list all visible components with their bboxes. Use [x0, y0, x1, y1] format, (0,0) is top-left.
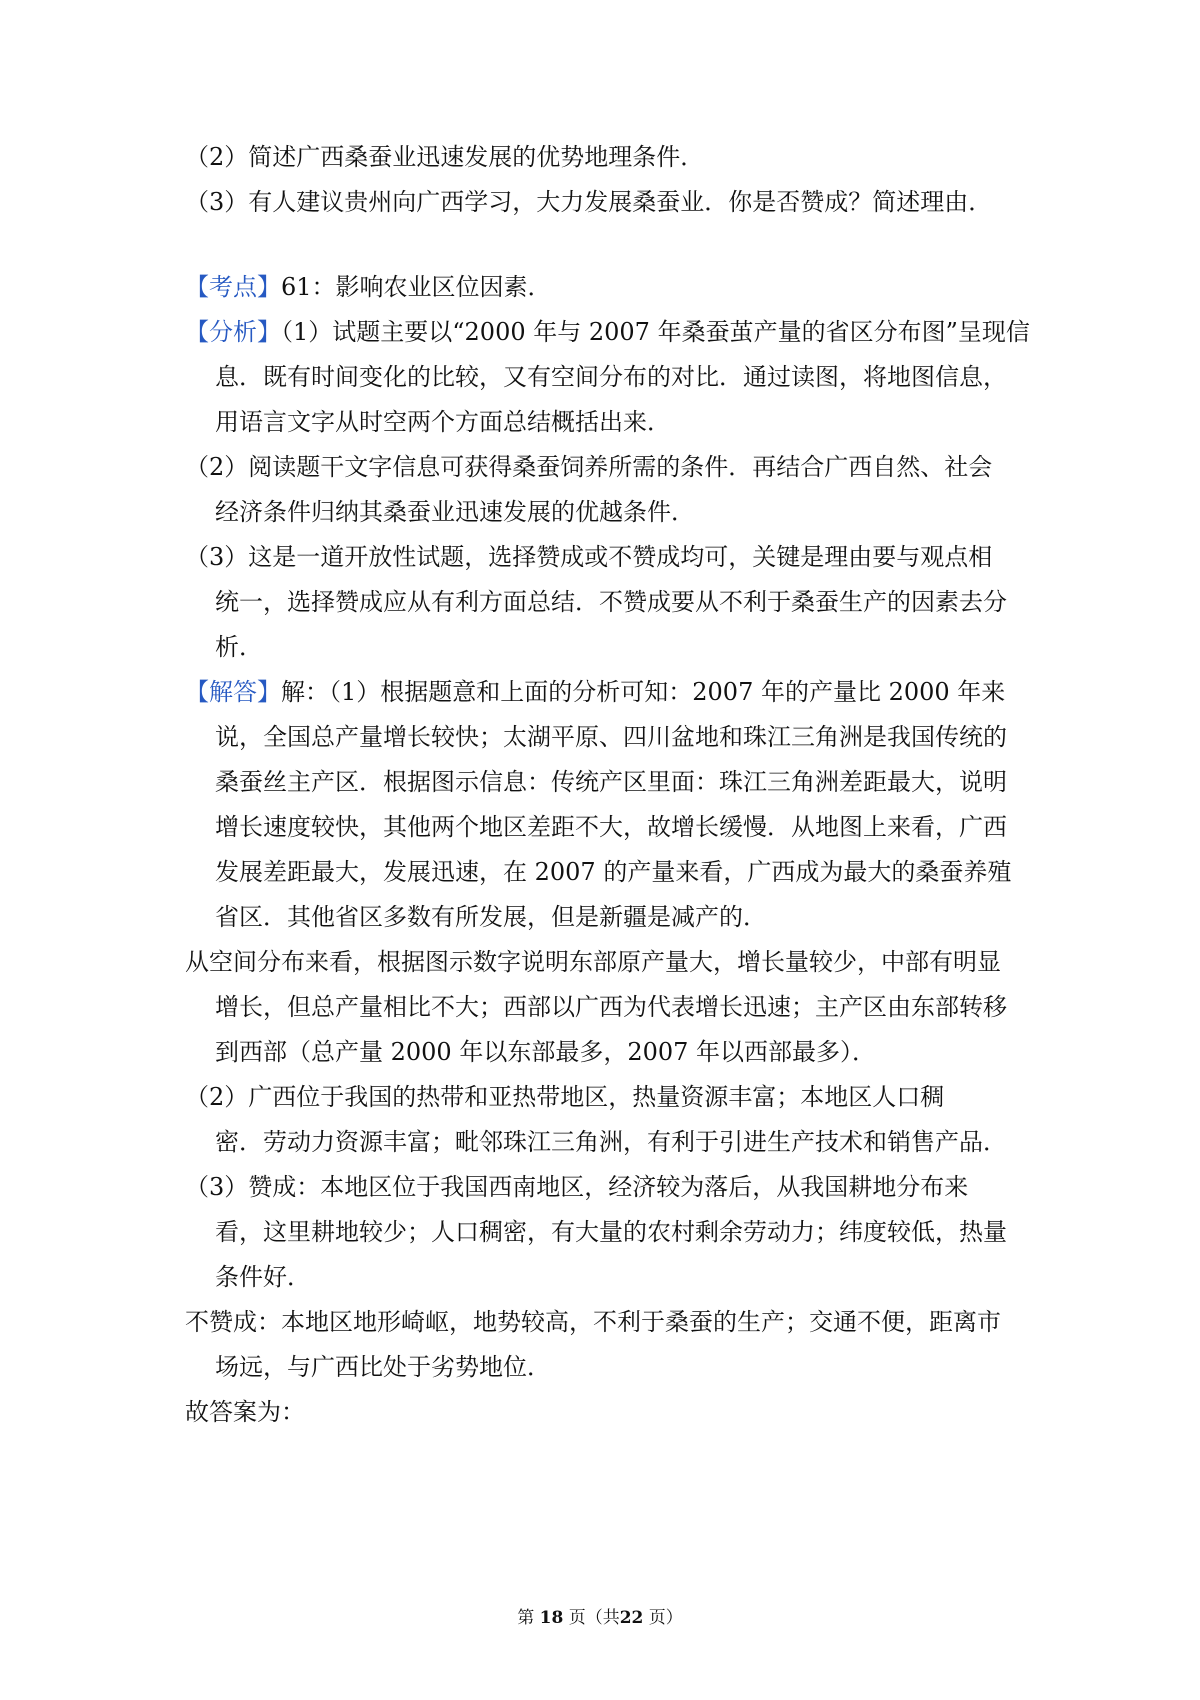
question-3: （3）有人建议贵州向广西学习，大力发展桑蚕业．你是否赞成？简述理由．	[185, 188, 993, 216]
jieda-a1-line4: 增长速度较快，其他两个地区差距不大，故增长缓慢．从地图上来看，广西	[215, 813, 1007, 841]
jieda-a1b-line1: 从空间分布来看，根据图示数字说明东部原产量大，增长量较少，中部有明显	[185, 948, 1001, 976]
page-footer	[0, 1606, 1200, 1630]
fenxi-p2-line1: （2）阅读题干文字信息可获得桑蚕饲养所需的条件．再结合广西自然、社会	[185, 453, 993, 481]
fenxi-tag: 【分析】	[185, 318, 281, 346]
jieda-a1b-line2: 增长，但总产量相比不大；西部以广西为代表增长迅速；主产区由东部转移	[215, 993, 1007, 1021]
jieda-a2-line2: 密．劳动力资源丰富；毗邻珠江三角洲，有利于引进生产技术和销售产品．	[215, 1128, 1007, 1156]
jieda-a1-line3: 桑蚕丝主产区．根据图示信息：传统产区里面：珠江三角洲差距最大，说明	[215, 768, 1007, 796]
jieda-final: 故答案为：	[185, 1398, 305, 1426]
jieda-a3b-line1: 不赞成：本地区地形崎岖，地势较高，不利于桑蚕的生产；交通不便，距离市	[185, 1308, 1001, 1336]
jieda-a1-line6: 省区．其他省区多数有所发展，但是新疆是减产的．	[215, 903, 767, 931]
jieda-a1-line2: 说，全国总产量增长较快；太湖平原、四川盆地和珠江三角洲是我国传统的	[215, 723, 1007, 751]
jieda-a3-line1: （3）赞成：本地区位于我国西南地区，经济较为落后，从我国耕地分布来	[185, 1173, 969, 1201]
jieda-a2-line1: （2）广西位于我国的热带和亚热带地区，热量资源丰富；本地区人口稠	[185, 1083, 945, 1111]
fenxi-p2-line2: 经济条件归纳其桑蚕业迅速发展的优越条件．	[215, 498, 695, 526]
fenxi-p1-line3: 用语言文字从时空两个方面总结概括出来．	[215, 408, 671, 436]
jieda-a3b-line2: 场远，与广西比处于劣势地位．	[215, 1353, 551, 1381]
footer-page-number: 18	[539, 1608, 564, 1628]
fenxi-p1-line1: （1）试题主要以“2000 年与 2007 年桑蚕茧产量的省区分布图”呈现信	[281, 318, 1030, 346]
fenxi-p3-line3: 析．	[215, 633, 263, 661]
jieda-a1-line1: 解：（1）根据题意和上面的分析可知：2007 年的产量比 2000 年来	[281, 678, 1006, 706]
fenxi-p3-line2: 统一，选择赞成应从有利方面总结．不赞成要从不利于桑蚕生产的因素去分	[215, 588, 1007, 616]
jieda-tag: 【解答】	[185, 678, 281, 706]
question-2: （2）简述广西桑蚕业迅速发展的优势地理条件．	[185, 143, 705, 171]
jieda-section	[185, 675, 1025, 709]
footer-prefix: 第	[517, 1608, 535, 1628]
footer-total-pages: 22	[619, 1608, 644, 1628]
jieda-a1-line5: 发展差距最大，发展迅速，在 2007 的产量来看，广西成为最大的桑蚕养殖	[215, 858, 1012, 886]
fenxi-p3-line1: （3）这是一道开放性试题，选择赞成或不赞成均可，关键是理由要与观点相	[185, 543, 993, 571]
kaodian-section	[185, 270, 1025, 304]
fenxi-p1-line2: 息．既有时间变化的比较，又有空间分布的对比．通过读图，将地图信息，	[215, 363, 1007, 391]
jieda-a3-line2: 看，这里耕地较少；人口稠密，有大量的农村剩余劳动力；纬度较低，热量	[215, 1218, 1007, 1246]
fenxi-section	[185, 315, 1030, 349]
jieda-a3-line3: 条件好．	[215, 1263, 311, 1291]
kaodian-text: 61：影响农业区位因素．	[281, 273, 552, 301]
footer-middle: 页（共	[568, 1608, 620, 1628]
jieda-a1b-line3: 到西部（总产量 2000 年以东部最多，2007 年以西部最多）．	[215, 1038, 877, 1066]
footer-suffix: 页）	[648, 1608, 683, 1628]
kaodian-tag: 【考点】	[185, 273, 281, 301]
